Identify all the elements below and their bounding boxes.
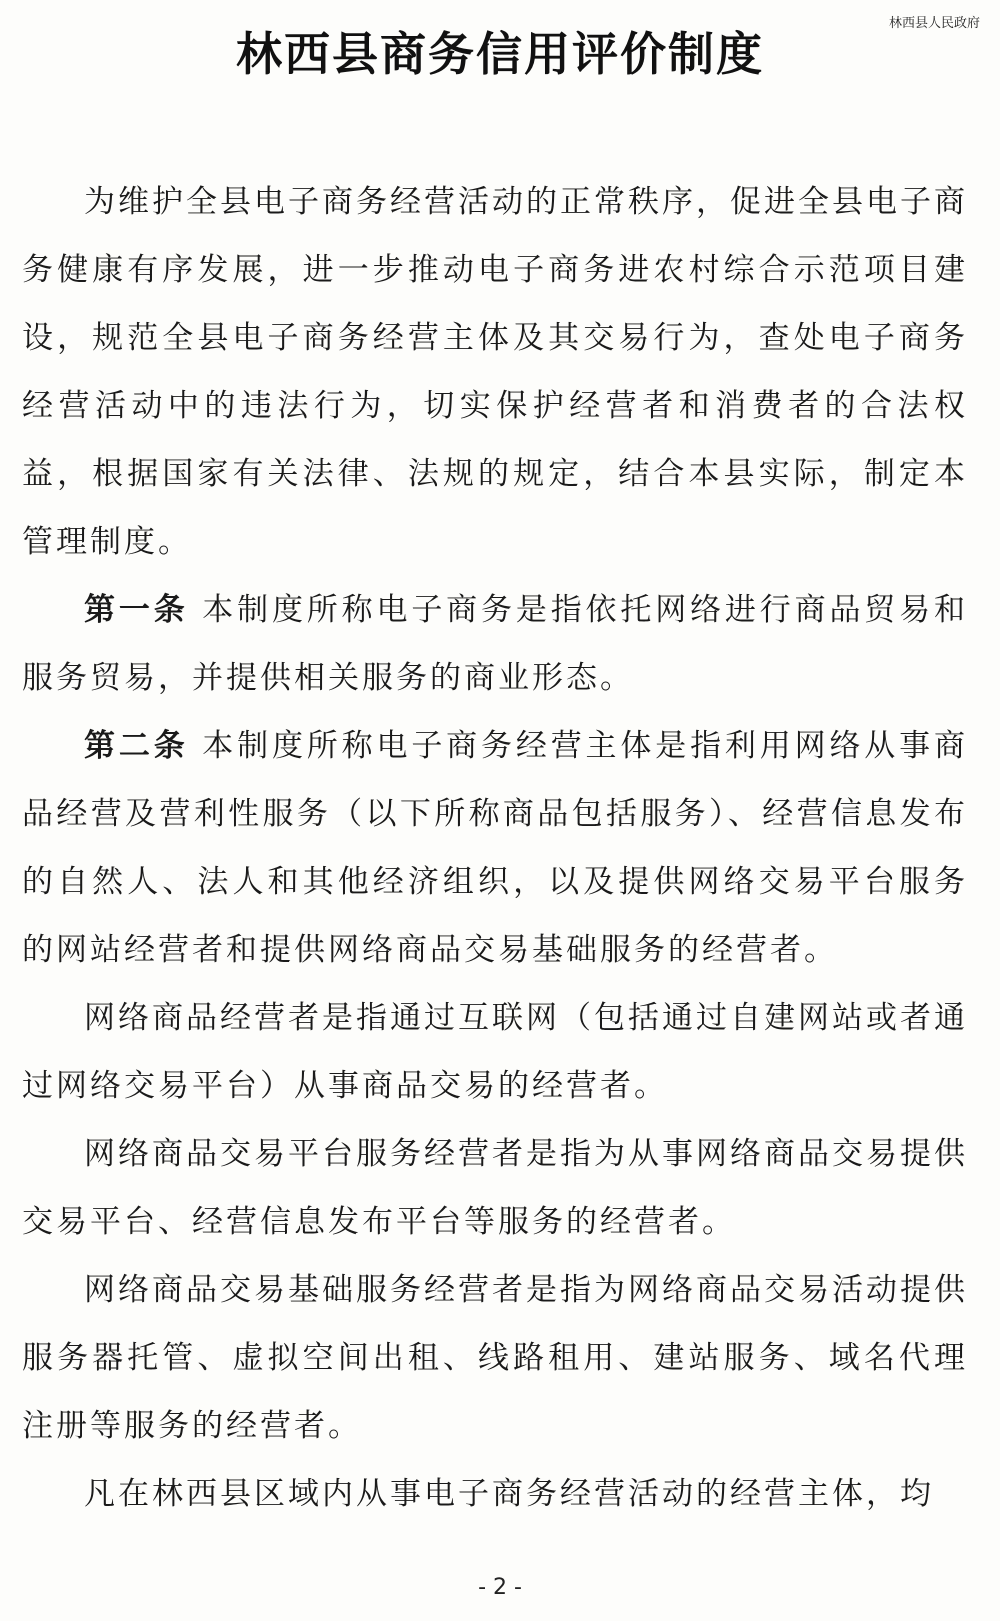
paragraph-scope — [22, 1460, 968, 1528]
page-number: - 2 - — [478, 1575, 522, 1600]
paragraph-preamble — [22, 168, 968, 576]
article-label: 第一条 — [84, 592, 189, 628]
paragraph-text: 本制度所称电子商务是指依托网络进行商品贸易和服务贸易，并提供相关服务的商业形态。 — [22, 592, 969, 696]
paragraph-text: 网络商品经营者是指通过互联网（包括通过自建网站或者通过网络交易平台）从事商品交易的经营者。 — [22, 1000, 968, 1104]
paragraph-text: 凡在林西县区域内从事电子商务经营活动的经营主体，均 — [84, 1476, 934, 1512]
paragraph-text: 本制度所称电子商务经营主体是指利用网络从事商品经营及营利性服务（以下所称商品包括服务）、经营信息发布的自然人、法人和其他经济组织，以及提供网络交易平台服务的网站经营者和提供网络商品交易基础服务的经营者。 — [22, 728, 969, 968]
document-body — [22, 168, 968, 1528]
paragraph-definition-online-seller — [22, 984, 968, 1120]
paragraph-definition-platform-operator — [22, 1120, 968, 1256]
paragraph-text: 为维护全县电子商务经营活动的正常秩序，促进全县电子商务健康有序发展，进一步推动电子商务进农村综合示范项目建设，规范全县电子商务经营主体及其交易行为，查处电子商务经营活动中的违法行为，切实保护经营者和消费者的合法权益，根据国家有关法律、法规的规定，结合本县实际，制定本管理制度。 — [22, 184, 968, 560]
paragraph-article-2 — [22, 712, 968, 984]
publisher-watermark: 林西县人民政府 — [888, 16, 980, 31]
document-title: 林西县商务信用评价制度 — [236, 27, 764, 81]
paragraph-text: 网络商品交易基础服务经营者是指为网络商品交易活动提供服务器托管、虚拟空间出租、线路租用、建站服务、域名代理注册等服务的经营者。 — [22, 1272, 968, 1444]
paragraph-text: 网络商品交易平台服务经营者是指为从事网络商品交易提供交易平台、经营信息发布平台等服务的经营者。 — [22, 1136, 968, 1240]
paragraph-article-1 — [22, 576, 968, 712]
article-label: 第二条 — [84, 728, 189, 764]
paragraph-definition-infrastructure-operator — [22, 1256, 968, 1460]
